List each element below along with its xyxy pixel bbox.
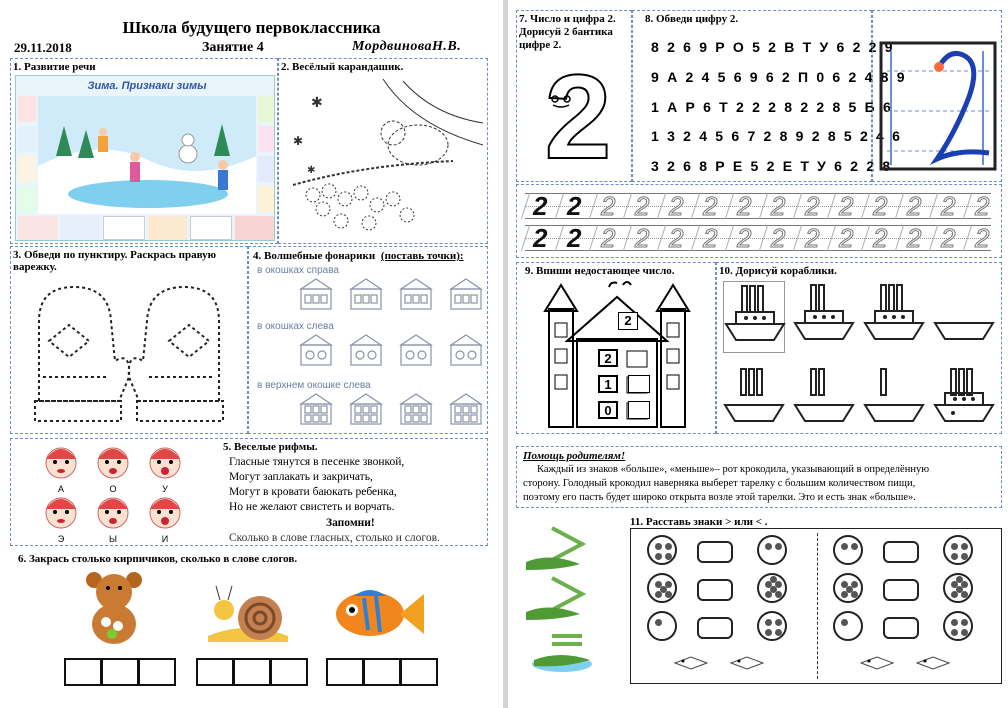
sign-slot-1-3[interactable] [697, 617, 733, 639]
syllable-brick-2-1[interactable] [196, 658, 234, 686]
task-4-label [253, 250, 464, 262]
parents-help-line-1: Каждый из знаков «больше», «меньше»– рот крокодила, указывающий в определённую [537, 464, 930, 475]
plate-2-3-a [833, 611, 863, 641]
plate-2-1-b [943, 535, 973, 565]
syllable-brick-2-3[interactable] [270, 658, 308, 686]
copybook-digit-2-10[interactable]: 2 [839, 223, 854, 253]
floor-blank-1[interactable] [628, 375, 650, 393]
digit-row-1: 8 2 6 9 Р О 5 2 В Т У 6 2 2 9 [651, 39, 895, 55]
lantern-house-1-3[interactable] [399, 277, 433, 311]
copybook-digit-2-8[interactable]: 2 [771, 223, 786, 253]
vowel-letter-1: А [57, 484, 64, 494]
bear-picture [80, 568, 148, 646]
lantern-house-3-3[interactable] [399, 392, 433, 426]
copybook-digit-1-13[interactable]: 2 [941, 191, 956, 221]
lantern-house-3-2[interactable] [349, 392, 383, 426]
fish-picture [330, 584, 426, 640]
parents-help-line-3: поэтому его пасть будет широко открыта возле этой тарелки. Это и есть знак «больше». [523, 492, 916, 503]
plate-2-2-a [833, 573, 863, 603]
poem-line-1: Гласные тянутся в песенке звонкой, [229, 456, 405, 468]
task-8-box [632, 10, 907, 182]
syllable-brick-3-1[interactable] [326, 658, 364, 686]
lantern-house-2-2[interactable] [349, 333, 383, 367]
copybook-digit-2-1: 2 [533, 223, 548, 253]
lantern-row-2-label: в окошках слева [257, 321, 334, 332]
plate-2-2-b [943, 573, 973, 603]
winter-picture-title: Зима. Признаки зимы [87, 80, 207, 92]
copybook-digit-2-12[interactable]: 2 [907, 223, 922, 253]
copybook-digit-1-4[interactable]: 2 [635, 191, 650, 221]
copybook-digit-1-1: 2 [533, 191, 548, 221]
copybook-digit-1-12[interactable]: 2 [907, 191, 922, 221]
task-1-box [10, 58, 278, 244]
crocodile-outlines-2 [857, 653, 977, 673]
floor-number-1: 2 [618, 312, 638, 330]
page-title: Школа будущего первоклассника [122, 18, 381, 37]
winter-left-icons [18, 96, 36, 214]
copybook-digit-1-7[interactable]: 2 [737, 191, 752, 221]
copybook-digit-2-3[interactable]: 2 [601, 223, 616, 253]
vowel-face-2 [91, 443, 135, 494]
copybook-digit-2-6[interactable]: 2 [703, 223, 718, 253]
lantern-house-2-4[interactable] [449, 333, 483, 367]
digit-row-2: 9 А 2 4 5 6 9 6 2 П 0 6 2 4 8 9 [651, 69, 907, 85]
poem-remember: Запомни! [326, 517, 375, 529]
copybook-digit-1-2: 2 [567, 191, 582, 221]
digit-row-3: 1 А Р 6 Т 2 2 2 8 2 2 8 5 Б 6 [651, 99, 893, 115]
copybook-digit-1-6[interactable]: 2 [703, 191, 718, 221]
plate-2-1-a [833, 535, 863, 565]
ship-2-4[interactable] [933, 363, 995, 429]
digit-row-5: 3 2 6 8 Р Е 5 2 Е Т У 6 2 2 8 [651, 158, 893, 174]
digit-face [547, 93, 577, 109]
svg-text:✱: ✱ [307, 165, 316, 176]
task-4-label-main: 4. Волшебные фонарики [253, 250, 376, 262]
lantern-house-1-2[interactable] [349, 277, 383, 311]
lantern-row-3-label: в верхнем окошке слева [257, 380, 371, 391]
winter-scene-illustration [38, 96, 256, 214]
plate-1-1-b [757, 535, 787, 565]
copybook-digit-1-8[interactable]: 2 [771, 191, 786, 221]
syllable-brick-1-3[interactable] [138, 658, 176, 686]
copybook-digit-1-5[interactable]: 2 [669, 191, 684, 221]
vowel-letter-3: У [162, 484, 168, 494]
vowel-face-3 [143, 443, 187, 494]
task-9-label: 9. Впиши недостающее число. [525, 265, 675, 277]
vowel-faces [19, 443, 225, 543]
task-5-box [10, 438, 488, 546]
task-4-box [248, 246, 488, 434]
task-11-box [630, 528, 1002, 684]
lantern-house-2-1[interactable] [299, 333, 333, 367]
copybook-digit-2-4[interactable]: 2 [635, 223, 650, 253]
winter-right-icons [258, 96, 274, 214]
task-5-label: 5. Веселые рифмы. [223, 441, 318, 453]
task-3-label: 3. Обведи по пунктиру. Раскрась правую варежку. [13, 249, 217, 273]
copybook-box [516, 184, 1002, 258]
vowel-face-5 [91, 493, 135, 544]
task-11-divider [817, 533, 818, 679]
plate-1-2-b [757, 573, 787, 603]
task-6-label: 6. Закрась столько кирпичиков, сколько в слове слогов. [18, 553, 298, 565]
task-7-label-line-2: Дорисуй 2 бантика [519, 26, 613, 38]
lantern-house-1-1[interactable] [299, 277, 333, 311]
task-9-box [516, 262, 716, 434]
lesson-date: 29.11.2018 [14, 40, 72, 55]
copybook-digit-2-7[interactable]: 2 [737, 223, 752, 253]
stroke-order-box [872, 10, 1002, 182]
digit-row-4: 1 3 2 4 5 6 7 2 8 9 2 8 5 2 4 6 [651, 128, 903, 144]
plate-1-3-b [757, 611, 787, 641]
svg-text:✱: ✱ [293, 134, 304, 148]
task-7-label-line-1: 7. Число и цифра 2. [519, 13, 616, 25]
task-2-box [278, 58, 488, 244]
snail-picture [206, 580, 290, 644]
task-10-box [716, 262, 1002, 434]
task-7-box [516, 10, 632, 182]
mittens-tracing [19, 281, 241, 431]
syllable-brick-1-1[interactable] [64, 658, 102, 686]
plate-1-1-a [647, 535, 677, 565]
poem-line-3: Могут в кровати баюкать ребенка, [229, 486, 397, 498]
teacher-name: МордвиноваН.В. [352, 39, 462, 54]
ship-2-3[interactable] [863, 363, 925, 429]
copybook-digit-2-5[interactable]: 2 [669, 223, 684, 253]
lantern-house-3-1[interactable] [299, 392, 333, 426]
sign-slot-2-2[interactable] [883, 579, 919, 601]
syllable-brick-1-2[interactable] [101, 658, 139, 686]
lantern-row-1-label: в окошках справа [257, 265, 339, 276]
floor-number-3: 1 [598, 375, 618, 393]
vowel-letter-5: Ы [109, 534, 117, 544]
crocodile-signs [520, 518, 602, 678]
plate-2-3-b [943, 611, 973, 641]
sign-slot-2-1[interactable] [883, 541, 919, 563]
vowel-letter-4: Э [57, 534, 65, 544]
poem-line-2: Могут заплакать и закричать, [229, 471, 373, 483]
plate-1-2-a [647, 573, 677, 603]
plate-1-3-a [647, 611, 677, 641]
ship-1-2[interactable] [793, 281, 855, 353]
digit-two-outline: 2 [544, 50, 612, 184]
vowel-face-1 [39, 443, 83, 494]
copybook-digit-1-11[interactable]: 2 [873, 191, 888, 221]
ship-1-4[interactable] [933, 281, 995, 353]
task-4-label-hint: (поставь точки): [380, 250, 464, 262]
copybook-digit-2-9[interactable]: 2 [805, 223, 820, 253]
copybook-digit-2-2: 2 [567, 223, 582, 253]
ship-2-1[interactable] [723, 363, 785, 429]
lesson-number: Занятие 4 [202, 40, 264, 55]
task-11-label: 11. Расставь знаки > или < . [630, 516, 768, 528]
copybook-digit-1-9[interactable]: 2 [805, 191, 820, 221]
vowel-letter-2: О [109, 484, 117, 494]
copybook-digit-1-14[interactable]: 2 [975, 191, 990, 221]
copybook-digit-2-14[interactable]: 2 [975, 223, 990, 253]
left-page [0, 0, 503, 708]
ship-2-2[interactable] [793, 363, 855, 429]
bullfinch-coloring [283, 75, 483, 241]
poem-rule: Сколько в слове гласных, столько и слогов. [229, 532, 440, 544]
syllable-brick-2-2[interactable] [233, 658, 271, 686]
parents-help-line-2: сторону. Голодный крокодил наверняка выберет тарелку с большим количеством пищи, [523, 478, 916, 489]
ship-1-3[interactable] [863, 281, 925, 353]
sign-slot-2-3[interactable] [883, 617, 919, 639]
stroke-order-two [879, 41, 997, 171]
sign-slot-1-1[interactable] [697, 541, 733, 563]
lantern-house-1-4[interactable] [449, 277, 483, 311]
poem-line-4: Но не желают свистеть и ворчать. [229, 501, 395, 513]
ship-1-1[interactable] [723, 281, 785, 353]
task-1-label: 1. Развитие речи [13, 61, 96, 73]
lantern-house-2-3[interactable] [399, 333, 433, 367]
winter-picture [15, 75, 275, 241]
parents-help-box [516, 446, 1002, 508]
task-7-label-line-3: цифре 2. [519, 39, 562, 51]
vowel-letter-6: И [161, 534, 169, 544]
copybook-digit-1-3[interactable]: 2 [601, 191, 616, 221]
syllable-brick-3-3[interactable] [400, 658, 438, 686]
task-10-label: 10. Дорисуй кораблики. [719, 265, 837, 277]
winter-bottom-icons [18, 216, 274, 240]
task-2-label: 2. Весёлый карандашик. [281, 61, 404, 73]
copybook-digit-1-10[interactable]: 2 [839, 191, 854, 221]
right-page [508, 0, 1008, 708]
lantern-house-3-4[interactable] [449, 392, 483, 426]
vowel-face-4 [39, 493, 83, 544]
vowel-face-6 [143, 493, 187, 544]
syllable-brick-3-2[interactable] [363, 658, 401, 686]
crocodile-outlines-1 [671, 653, 791, 673]
floor-blank-2[interactable] [628, 401, 650, 419]
copybook-digit-2-13[interactable]: 2 [941, 223, 956, 253]
copybook-digit-2-11[interactable]: 2 [873, 223, 888, 253]
svg-text:✱: ✱ [311, 96, 323, 111]
task-8-label: 8. Обведи цифру 2. [645, 13, 739, 25]
floor-number-2: 2 [598, 349, 618, 367]
parents-help-heading: Помощь родителям! [523, 450, 626, 462]
sign-slot-1-2[interactable] [697, 579, 733, 601]
task-3-box [10, 246, 248, 434]
floor-number-4: 0 [598, 401, 618, 419]
